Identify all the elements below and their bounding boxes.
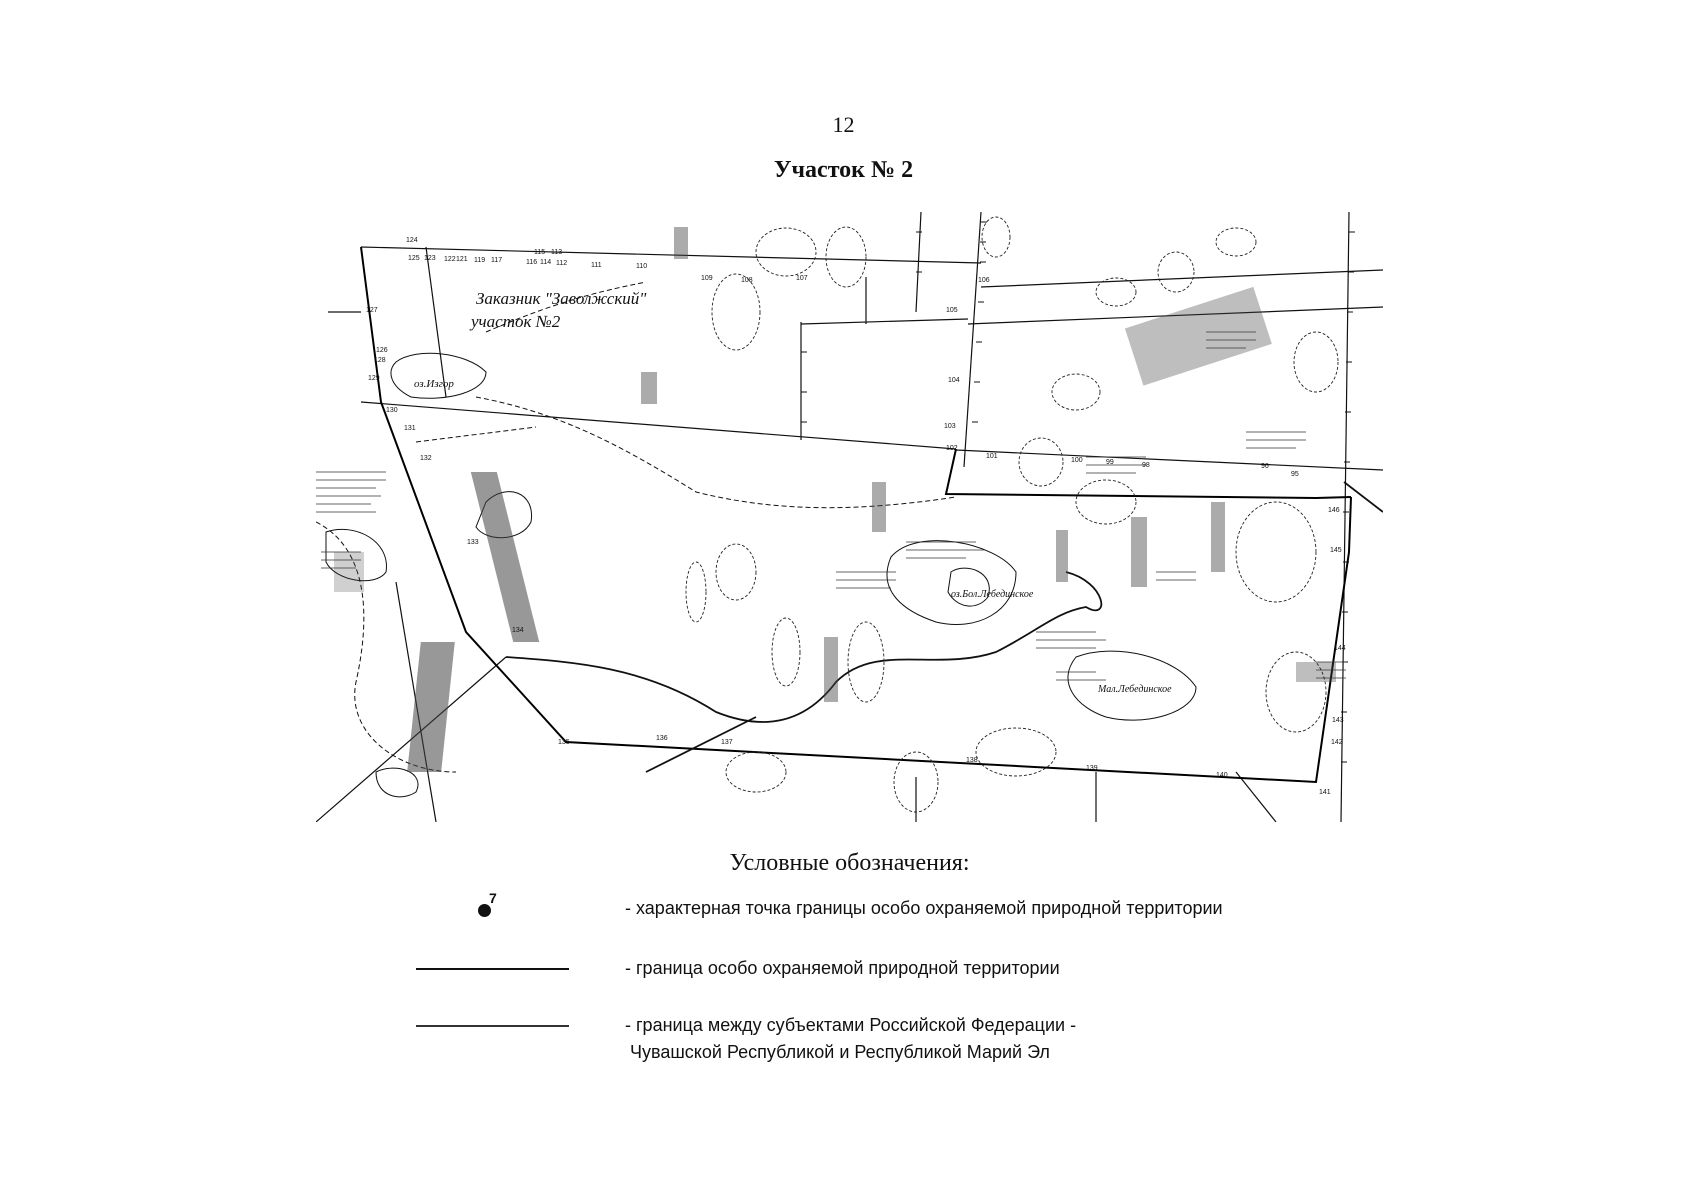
svg-text:114: 114 [540,259,552,266]
svg-text:129: 129 [368,375,380,382]
svg-text:123: 123 [424,255,436,262]
legend-text-region-border-1: - граница между субъектами Российской Федерации - [625,1015,1077,1035]
boundary-point-icon [478,904,491,917]
map-canvas [316,212,1383,822]
region-border-line-icon [416,1025,569,1027]
svg-text:146: 146 [1328,507,1340,514]
legend-text-point: - характерная точка границы особо охраняемой природной территории [625,898,1223,918]
legend-point-number: 7 [489,890,497,906]
svg-text:106: 106 [978,277,990,284]
svg-text:98: 98 [1142,462,1150,469]
svg-text:102: 102 [946,445,958,452]
svg-text:119: 119 [474,257,486,264]
svg-text:140: 140 [1216,772,1228,779]
svg-text:131: 131 [404,425,416,432]
lake-label-bol-lebedinskoe: оз.Бол.Лебединское [951,589,1034,600]
svg-text:138: 138 [966,757,978,764]
svg-text:143: 143 [1332,717,1344,724]
svg-text:139: 139 [1086,765,1098,772]
svg-text:101: 101 [986,453,998,460]
shrub-dots [334,227,1336,772]
svg-text:113: 113 [551,249,563,256]
svg-text:107: 107 [796,275,808,282]
svg-text:132: 132 [420,455,432,462]
svg-text:133: 133 [467,539,479,546]
svg-text:124: 124 [406,237,418,244]
svg-text:116: 116 [526,259,538,266]
legend-title: Условные обозначения: [729,850,970,876]
svg-text:126: 126 [376,347,388,354]
svg-text:134: 134 [512,627,524,634]
boundary-line-icon [416,968,569,970]
svg-text:127: 127 [366,307,378,314]
lake-label-mal-lebedinskoe: Мал.Лебединское [1098,684,1172,695]
marsh-hatching [316,332,1346,680]
svg-text:95: 95 [1291,471,1299,478]
svg-text:110: 110 [636,263,648,270]
svg-text:145: 145 [1330,547,1342,554]
svg-text:111: 111 [591,262,602,269]
svg-text:141: 141 [1319,789,1331,796]
svg-text:96: 96 [1261,463,1269,470]
svg-text:103: 103 [944,423,956,430]
reserve-name-line1: Заказник "Заволжский" [476,289,647,308]
svg-text:112: 112 [556,260,568,267]
reserve-name-line2: участок №2 [471,312,561,331]
map-frame [316,212,1383,822]
svg-text:144: 144 [1334,645,1346,652]
svg-text:104: 104 [948,377,960,384]
svg-text:115: 115 [534,249,546,256]
svg-text:108: 108 [741,277,753,284]
svg-text:136: 136 [656,735,668,742]
stream-lines [506,482,1383,772]
svg-text:121: 121 [456,256,468,263]
page-title: Участок № 2 [773,157,914,183]
svg-text:100: 100 [1071,457,1083,464]
svg-text:109: 109 [701,275,713,282]
legend-text-boundary: - граница особо охраняемой природной территории [625,958,1060,978]
svg-text:105: 105 [946,307,958,314]
svg-text:122: 122 [444,256,456,263]
svg-text:128: 128 [374,357,386,364]
page-number: 12 [832,112,855,137]
lake-label-izgor: оз.Изгор [414,378,454,390]
svg-text:142: 142 [1331,739,1343,746]
svg-text:125: 125 [408,255,420,262]
svg-text:130: 130 [386,407,398,414]
legend-text-region-border-2: Чувашской Республикой и Республикой Марий Эл [630,1042,1050,1062]
svg-text:137: 137 [721,739,733,746]
svg-text:99: 99 [1106,459,1114,466]
svg-text:117: 117 [491,257,503,264]
svg-text:135: 135 [558,739,570,746]
